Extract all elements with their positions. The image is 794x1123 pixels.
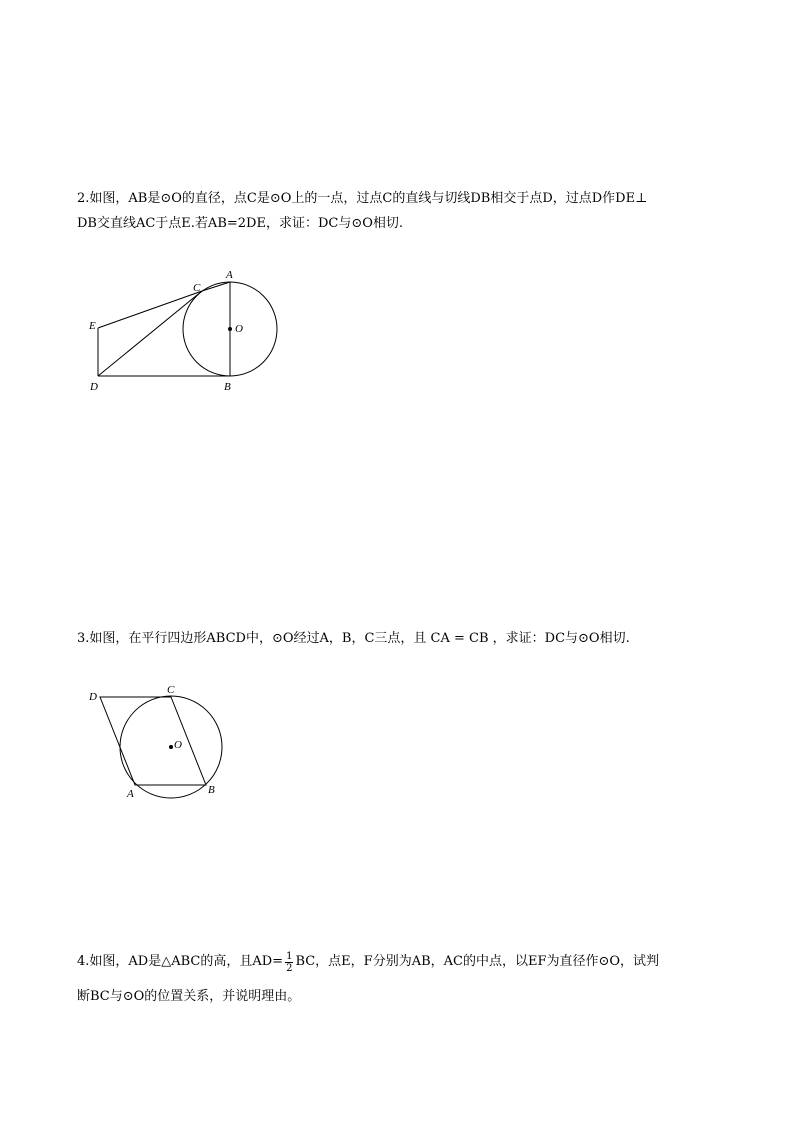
label-b: B bbox=[208, 784, 215, 796]
label-o: O bbox=[174, 739, 182, 751]
center-dot bbox=[228, 327, 232, 331]
problem-2-text-1: 如图，AB是⊙O的直径，点C是⊙O上的一点，过点C的直线与切线DB相交于点D，过点D作DE⊥ bbox=[89, 191, 648, 206]
label-e: E bbox=[89, 320, 96, 332]
problem-2-text-2: DB交直线AC于点E.若AB=2DE，求证：DC与⊙O相切. bbox=[77, 216, 404, 231]
label-d: D bbox=[89, 691, 97, 703]
label-c: C bbox=[193, 282, 201, 294]
fraction-numerator: 1 bbox=[286, 950, 293, 962]
problem-4-number: 4. bbox=[77, 954, 90, 969]
problem-4-text-2: 断BC与⊙O的位置关系，并说明理由。 bbox=[77, 989, 301, 1004]
label-o: O bbox=[235, 323, 243, 335]
fraction bbox=[285, 951, 293, 974]
problem-2-line-2 bbox=[77, 216, 403, 232]
label-b: B bbox=[224, 381, 231, 393]
label-a: A bbox=[127, 788, 134, 800]
problem-3-line-1 bbox=[77, 631, 630, 647]
segment-ca bbox=[202, 282, 230, 291]
label-d: D bbox=[90, 381, 98, 393]
problem-3-number: 3. bbox=[77, 631, 90, 646]
center-dot bbox=[169, 745, 173, 749]
problem-3-figure bbox=[85, 680, 235, 805]
problem-2-figure bbox=[80, 262, 290, 397]
parallelogram-abcd bbox=[100, 697, 206, 785]
problem-4-text-1a: 如图，AD是△ABC的高，且AD= bbox=[89, 954, 284, 969]
problem-4-line-2 bbox=[77, 989, 300, 1005]
problem-3-text-1: 如图，在平行四边形ABCD中，⊙O经过A，B，C三点，且 CA = CB ，求证：DC与⊙O相切. bbox=[89, 631, 630, 646]
problem-2-line-1 bbox=[77, 191, 647, 207]
segment-dc bbox=[98, 291, 202, 376]
problem-2-number: 2. bbox=[77, 191, 90, 206]
label-a: A bbox=[226, 269, 233, 281]
problem-4-line-1 bbox=[77, 945, 659, 979]
problem-4-text-1b: BC，点E，F分别为AB，AC的中点，以EF为直径作⊙O，试判 bbox=[295, 954, 660, 969]
segment-ec bbox=[98, 291, 202, 328]
label-c: C bbox=[167, 684, 175, 696]
fraction-denominator: 2 bbox=[286, 962, 293, 974]
